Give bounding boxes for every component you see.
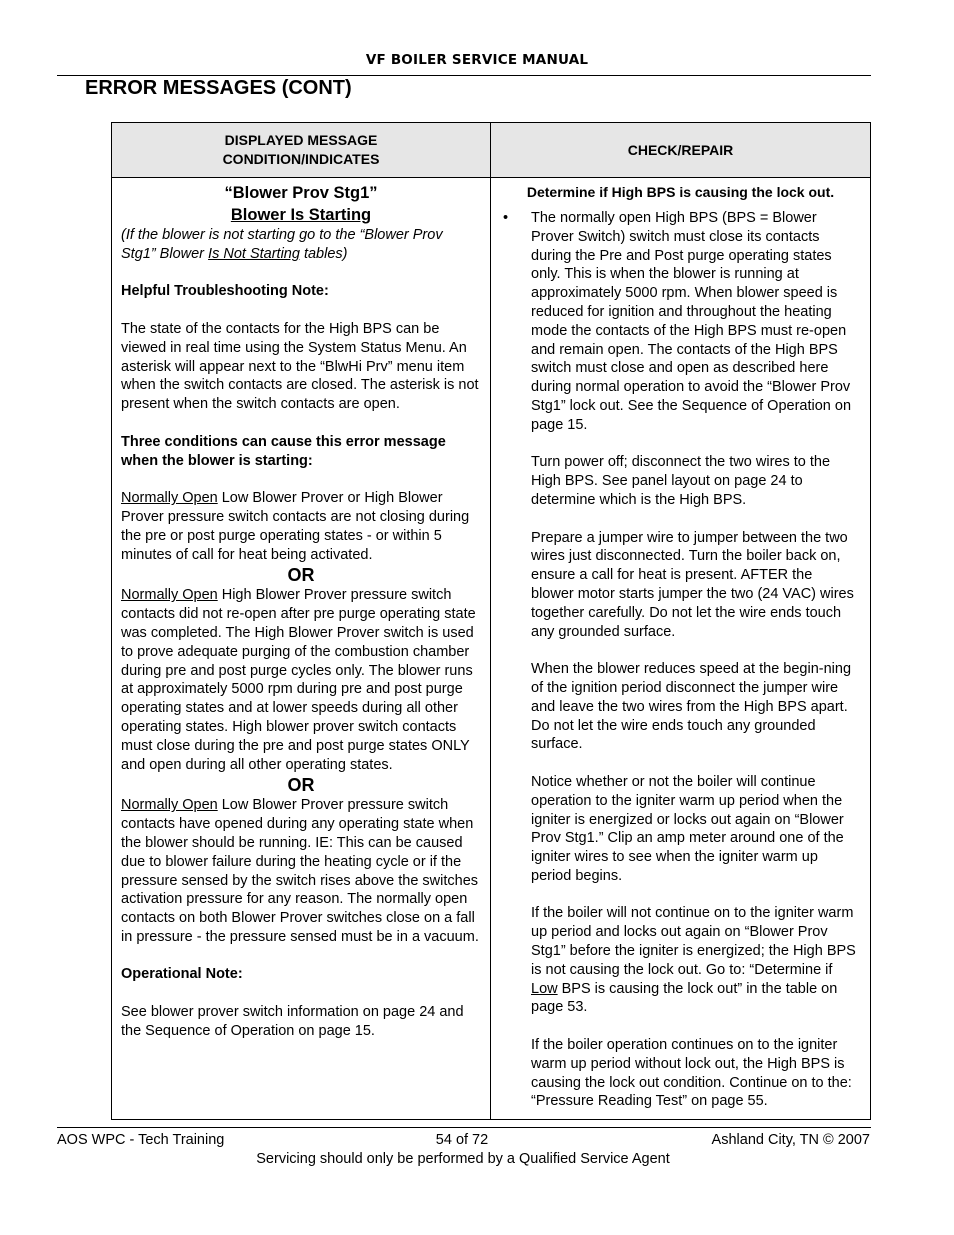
- or-separator: OR: [287, 565, 315, 586]
- step-1: The normally open High BPS (BPS = Blower Prover Switch) switch must close its contacts during the Pre and Post purge operating states only. This is when the blower is running at approximately 5000 rpm. When blower speed is reduced for ignition and throughout the heating mode the contacts of the High BPS must re-open and remain open. The contacts of the High BPS switch must close and open as described here during normal operation to avoid the “Blower Prov Stg1” lock out. See the Sequence of Operation on page 15.: [531, 210, 852, 433]
- step-3: Prepare a jumper wire to jumper between the two wires just disconnected. Turn the boiler back on, ensure a call for heat is present. AFTER the blower motor starts jumper the two (24 VAC) wires together carefully. Do not let the wire ends touch any grounded surface.: [531, 529, 854, 640]
- starting-note: (If the blower is not starting go to the “Blower Prov Stg1” Blower Is Not Starting tables): [121, 227, 443, 262]
- footer-rule: [57, 1127, 871, 1128]
- step-2: Turn power off; disconnect the two wires to the High BPS. See panel layout on page 24 to determine which is the High BPS.: [531, 454, 831, 508]
- table-header-row: [112, 123, 871, 178]
- helpful-text: The state of the contacts for the High BPS can be viewed in real time using the System Status Menu. An asterisk will appear next to the “BlwHi Prv” menu item when the switch contacts are closed. The asterisk is not present when the switch contacts are open.: [121, 320, 479, 413]
- footer-left: AOS WPC - Tech Training: [57, 1132, 225, 1148]
- bullet-icon: •: [503, 210, 509, 226]
- condition-1: Normally Open Low Blower Prover or High Blower Prover pressure switch contacts are not closing during the pre or post purge operating states - or within 5 minutes of call for heat being activated.: [121, 490, 470, 563]
- col2-header: CHECK/REPAIR: [491, 123, 871, 178]
- message-subtitle: Blower Is Starting: [230, 206, 372, 224]
- message-title: “Blower Prov Stg1”: [224, 184, 378, 202]
- step-7: If the boiler operation continues on to the igniter warm up period without lock out, the High BPS is causing the lock out condition. Continue on to the: “Pressure Reading Test” on page 55.: [531, 1037, 852, 1110]
- col1-header: [112, 123, 491, 178]
- operational-text: See blower prover switch information on page 24 and the Sequence of Operation on page 15.: [121, 1004, 464, 1039]
- footer-right: Ashland City, TN © 2007: [711, 1132, 870, 1148]
- three-conditions-heading: Three conditions can cause this error message when the blower is starting:: [121, 433, 446, 469]
- col1-header-line1: DISPLAYED MESSAGE: [224, 132, 378, 148]
- header-rule: [57, 75, 871, 76]
- condition-cell: [112, 178, 491, 1120]
- condition-3: Normally Open Low Blower Prover pressure switch contacts have opened during any operating state when the blower should be running. IE: This can be caused due to blower failure during the heating cycle or if the pressure sensed by the switch rises above the switches activation pressure for any reason. The normally open contacts on both Blower Prover switches close on a fall in pressure - the pressure sensed must be in a vacuum.: [121, 797, 479, 945]
- footer-disclaimer: Servicing should only be performed by a Qualified Service Agent: [256, 1151, 670, 1167]
- step-6: If the boiler will not continue on to the igniter warm up period and locks out again on “Blower Prov Stg1” before the igniter is energized; the High BPS is not causing the lock out. Go to: “Determine if Low BPS is causing the lock out” in the table on page 53.: [531, 905, 856, 1016]
- check-steps: [503, 209, 858, 1111]
- error-message-table: [111, 122, 871, 1120]
- section-title: ERROR MESSAGES (CONT): [85, 77, 352, 99]
- or-separator: OR: [287, 775, 315, 796]
- step-5: Notice whether or not the boiler will continue operation to the igniter warm up period when the igniter is energized or locks out again on “Blower Prov Stg1.” Clip an amp meter around one of the igniter wires to see when the igniter warm up period begins.: [531, 773, 844, 884]
- helpful-heading: Helpful Troubleshooting Note:: [121, 283, 329, 300]
- check-heading: Determine if High BPS is causing the lock out.: [526, 184, 835, 200]
- condition-2: Normally Open High Blower Prover pressure switch contacts did not re-open after pre purge operating state was completed. The High Blower Prover switch is used to prove adequate purging of the combustion chamber during pre and post purge cycles only. The blower runs at approximately 5000 rpm during pre and post purge operating states and at lower speeds during all other operating states. High blower prover switch contacts must close during the pre and post purge states ONLY and open during all other operating states.: [121, 587, 476, 773]
- step-4: When the blower reduces speed at the begin-ning of the ignition period disconnect the jumper wire and leave the two wires from the High BPS apart. Do not let the wire ends touch any grounded surface.: [531, 661, 852, 753]
- page-number: 54 of 72: [435, 1132, 489, 1148]
- table-row: [112, 178, 871, 1120]
- operational-heading: Operational Note:: [121, 966, 243, 983]
- check-repair-cell: [491, 178, 871, 1120]
- manual-title: VF BOILER SERVICE MANUAL: [365, 52, 589, 68]
- col1-header-line2: CONDITION/INDICATES: [222, 151, 380, 167]
